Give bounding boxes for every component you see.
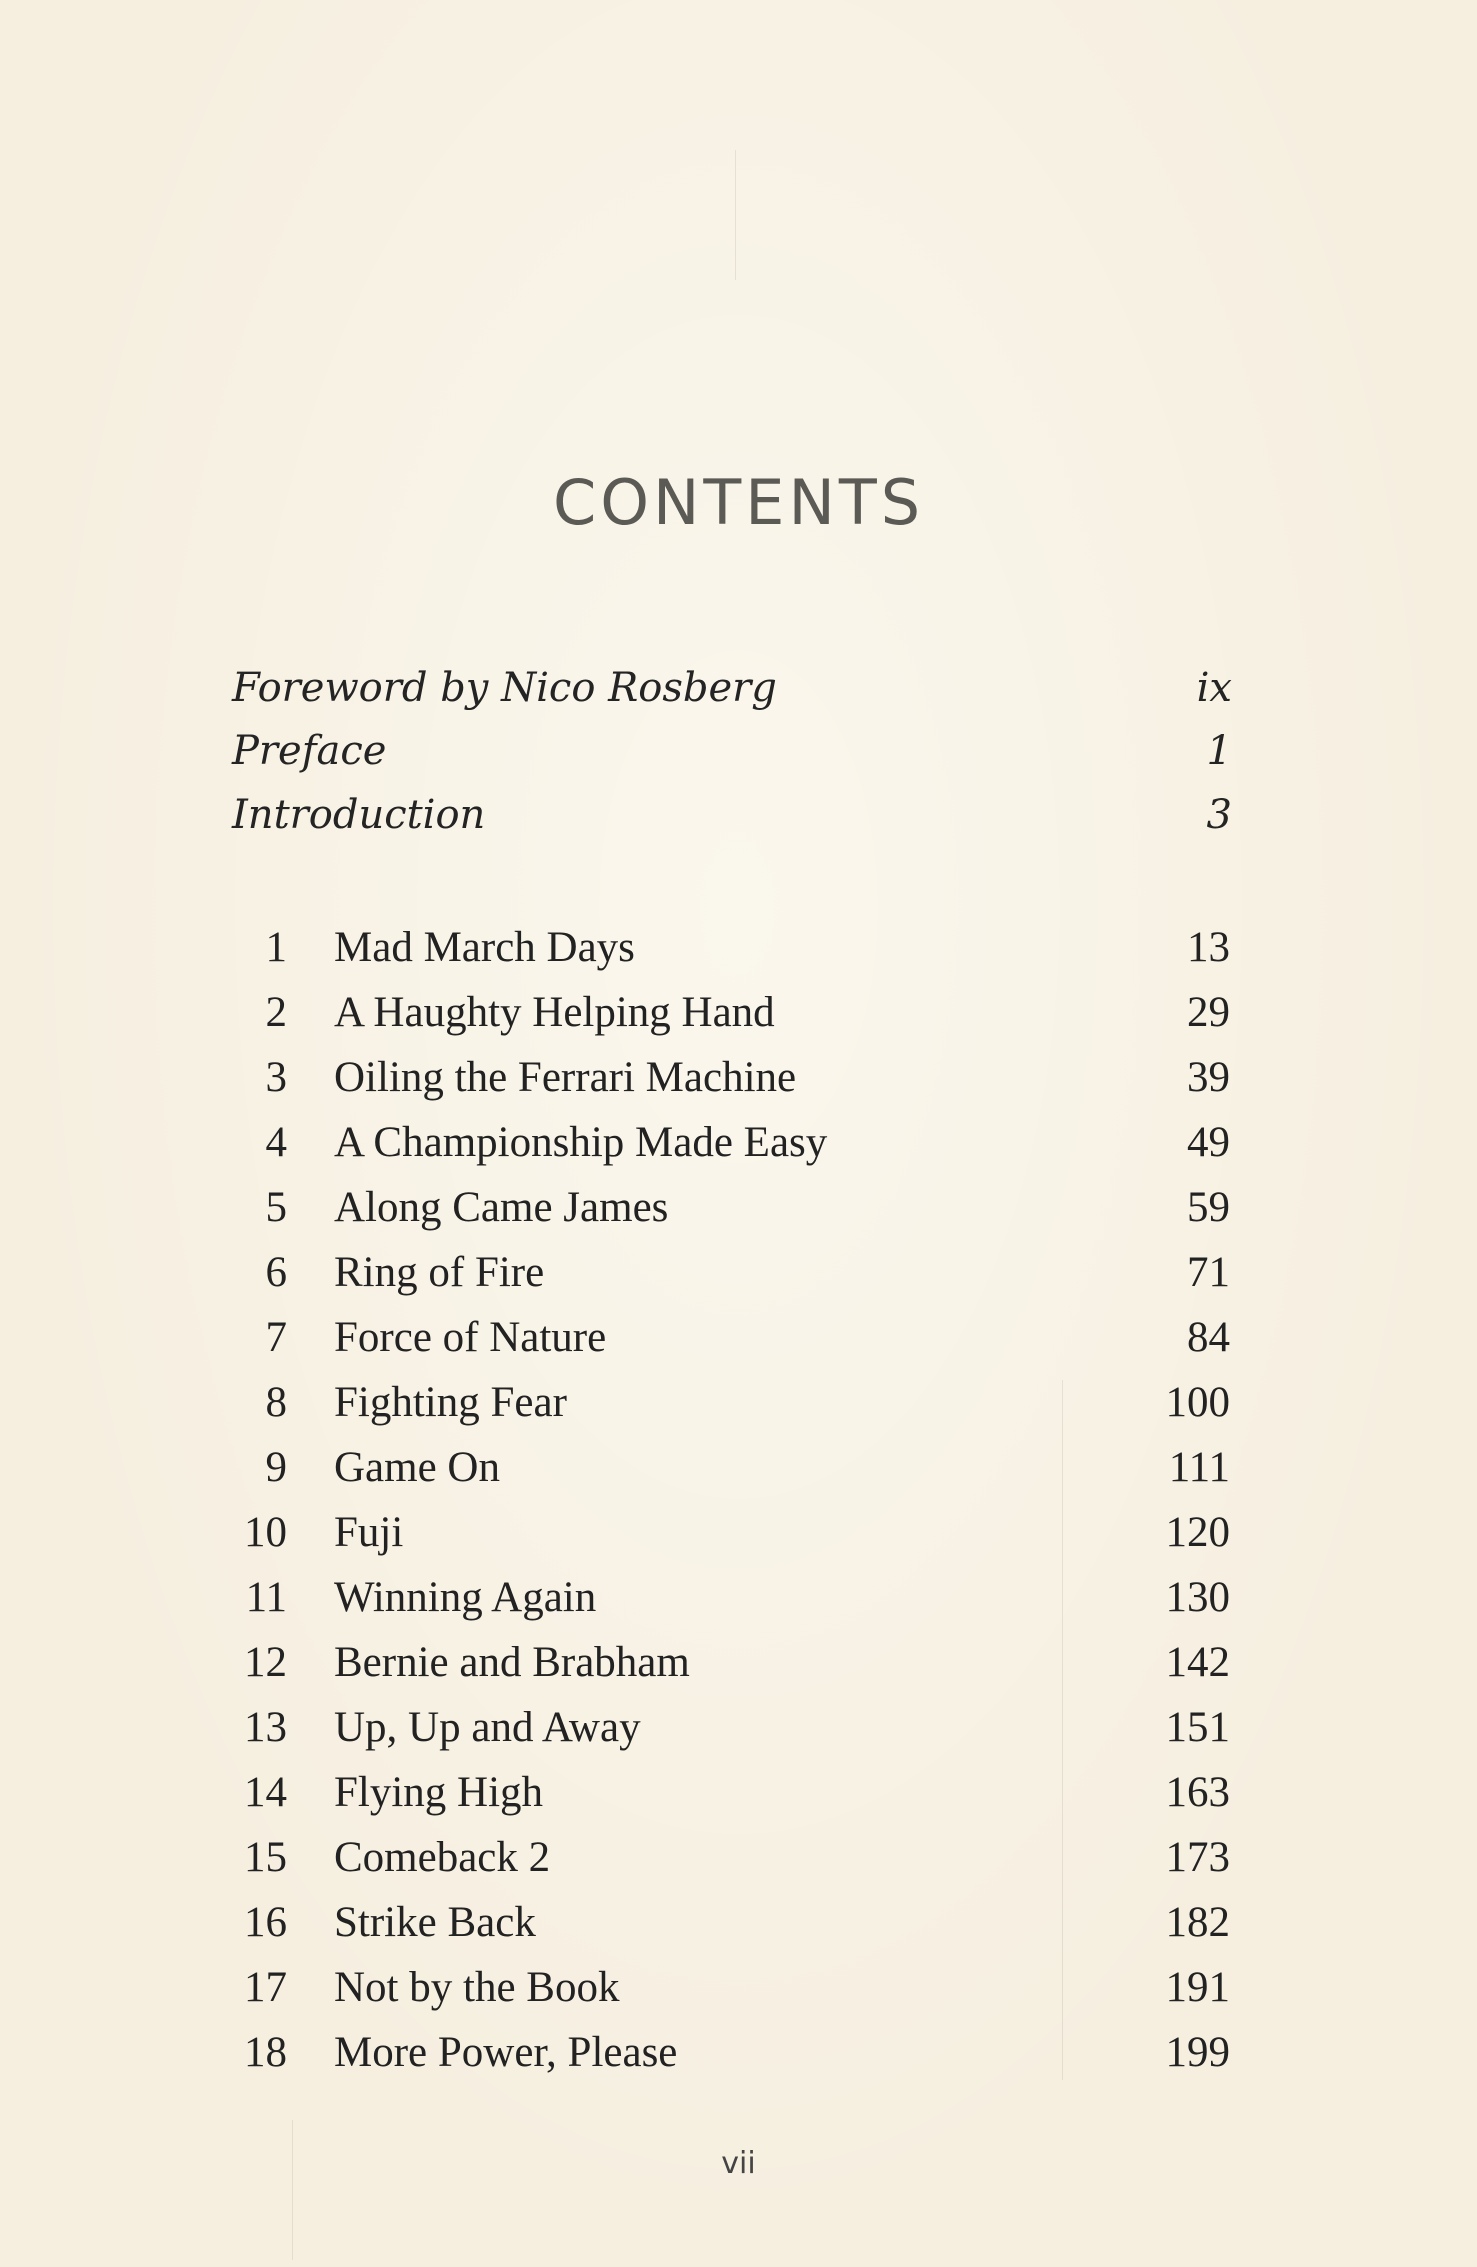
chapter-entry: [230, 1635, 1230, 1691]
chapter-number: 16: [244, 1899, 287, 1946]
chapter-entry: [230, 1180, 1230, 1236]
chapter-entry: [230, 1440, 1230, 1496]
chapter-number: 3: [265, 1054, 287, 1101]
chapter-number: 6: [265, 1249, 287, 1296]
chapter-page: 182: [1165, 1899, 1230, 1946]
chapter-entry: [230, 1700, 1230, 1756]
page-title: CONTENTS: [552, 466, 925, 539]
chapter-entry: [230, 1570, 1230, 1626]
chapter-number: 1: [265, 924, 287, 971]
chapter-title: Bernie and Brabham: [334, 1639, 690, 1686]
chapter-number: 15: [244, 1834, 287, 1881]
chapter-entry: [230, 2025, 1230, 2081]
chapter-title: Winning Again: [334, 1574, 597, 1621]
chapter-page: 120: [1165, 1509, 1230, 1556]
chapter-entry: [230, 1115, 1230, 1171]
front-matter-entry: [232, 726, 1232, 776]
chapter-page: 100: [1165, 1379, 1230, 1426]
front-matter-page: ix: [1196, 665, 1232, 711]
chapter-page: 130: [1165, 1574, 1230, 1621]
chapter-title: A Championship Made Easy: [334, 1119, 828, 1166]
front-matter-page: 1: [1206, 728, 1232, 774]
front-matter-label: Foreword by Nico Rosberg: [232, 665, 777, 711]
chapter-title: Not by the Book: [334, 1964, 620, 2011]
chapter-title: Along Came James: [334, 1184, 669, 1231]
chapter-entry: [230, 920, 1230, 976]
chapter-title: A Haughty Helping Hand: [334, 989, 775, 1036]
chapter-number: 5: [265, 1184, 287, 1231]
chapter-title: More Power, Please: [334, 2029, 678, 2076]
chapter-title: Ring of Fire: [334, 1249, 545, 1296]
chapter-entry: [230, 1310, 1230, 1366]
chapter-title: Strike Back: [334, 1899, 536, 1946]
chapter-page: 173: [1165, 1834, 1230, 1881]
chapter-page: 71: [1187, 1249, 1230, 1296]
chapter-page: 39: [1187, 1054, 1230, 1101]
chapter-entry: [230, 985, 1230, 1041]
chapter-page: 84: [1187, 1314, 1230, 1361]
chapter-entry: [230, 1895, 1230, 1951]
chapter-page: 191: [1165, 1964, 1230, 2011]
chapter-page: 13: [1187, 924, 1230, 971]
chapter-entry: [230, 1050, 1230, 1106]
chapter-entry: [230, 1245, 1230, 1301]
chapter-entry: [230, 1505, 1230, 1561]
chapter-page: 199: [1165, 2029, 1230, 2076]
chapter-title: Mad March Days: [334, 924, 635, 971]
chapter-number: 4: [265, 1119, 287, 1166]
chapter-page: 49: [1187, 1119, 1230, 1166]
chapter-number: 12: [244, 1639, 287, 1686]
chapter-page: 111: [1168, 1444, 1230, 1491]
chapter-number: 14: [244, 1769, 287, 1816]
chapter-number: 17: [244, 1964, 287, 2011]
chapter-title: Game On: [334, 1444, 500, 1491]
front-matter-entry: [232, 790, 1232, 840]
chapter-page: 142: [1165, 1639, 1230, 1686]
chapter-number: 11: [245, 1574, 287, 1621]
front-matter-page: 3: [1206, 792, 1232, 838]
chapter-title: Oiling the Ferrari Machine: [334, 1054, 797, 1101]
front-matter-entry: [232, 663, 1232, 713]
chapter-number: 7: [265, 1314, 287, 1361]
paper-crease: [292, 2120, 293, 2260]
chapter-title: Fuji: [334, 1509, 404, 1556]
chapter-page: 29: [1187, 989, 1230, 1036]
chapter-entry: [230, 1830, 1230, 1886]
page-number: vii: [721, 2146, 756, 2181]
chapter-title: Comeback 2: [334, 1834, 551, 1881]
chapter-page: 59: [1187, 1184, 1230, 1231]
chapter-number: 8: [265, 1379, 287, 1426]
chapter-title: Fighting Fear: [334, 1379, 567, 1426]
chapter-entry: [230, 1960, 1230, 2016]
front-matter-label: Introduction: [232, 792, 486, 838]
chapter-number: 2: [265, 989, 287, 1036]
chapter-number: 13: [244, 1704, 287, 1751]
front-matter-label: Preface: [232, 728, 387, 774]
chapter-entry: [230, 1765, 1230, 1821]
chapter-number: 10: [244, 1509, 287, 1556]
chapter-number: 18: [244, 2029, 287, 2076]
paper-crease: [735, 150, 736, 280]
chapter-title: Up, Up and Away: [334, 1704, 641, 1751]
chapter-page: 163: [1165, 1769, 1230, 1816]
chapter-entry: [230, 1375, 1230, 1431]
chapter-title: Force of Nature: [334, 1314, 607, 1361]
chapter-number: 9: [265, 1444, 287, 1491]
chapter-title: Flying High: [334, 1769, 544, 1816]
chapter-page: 151: [1165, 1704, 1230, 1751]
